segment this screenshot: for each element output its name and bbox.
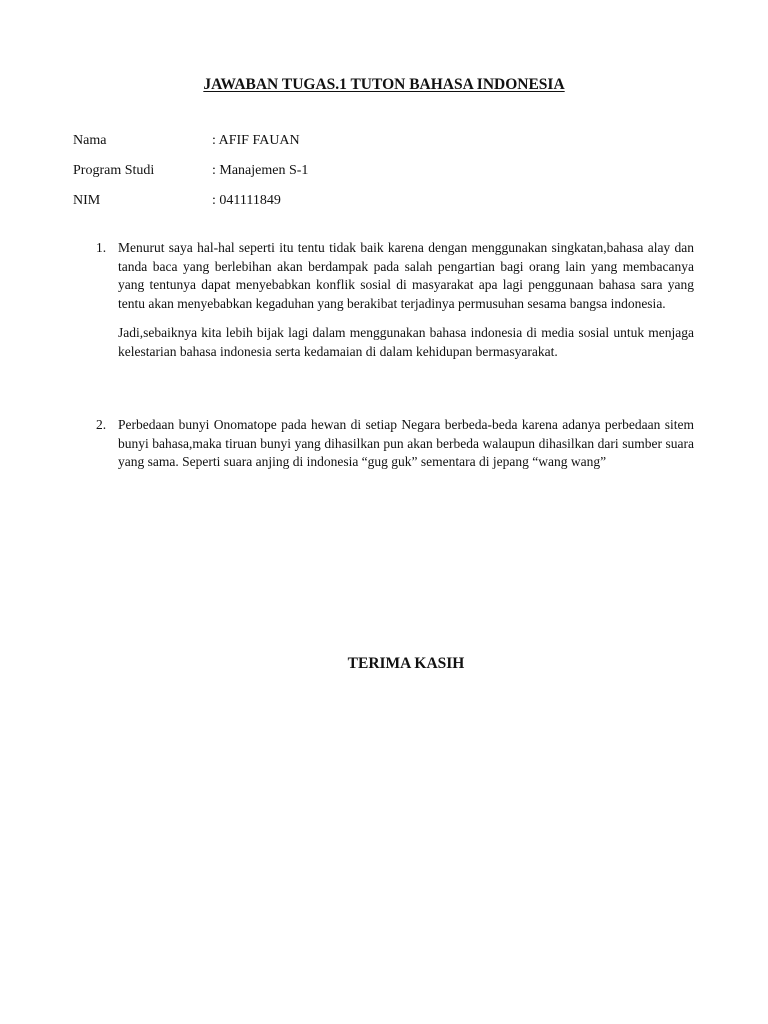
info-row-nama bbox=[73, 131, 308, 161]
info-value: : 041111849 bbox=[212, 193, 281, 208]
answer-body bbox=[118, 416, 694, 472]
answer-item-1 bbox=[96, 239, 694, 361]
info-label: NIM bbox=[73, 193, 101, 208]
info-value: : AFIF FAUAN bbox=[212, 133, 300, 148]
answer-paragraph: Jadi,sebaiknya kita lebih bijak lagi dalam menggunakan bahasa indonesia di media sosial untuk menjaga kelestarian bahasa indonesia serta kedamaian di dalam kehidupan bermasyarakat. bbox=[118, 325, 694, 359]
answer-paragraph: Menurut saya hal-hal seperti itu tentu tidak baik karena dengan menggunakan singkatan,bahasa alay dan tanda baca yang berlebihan akan berdampak pada salah pengartian bagi orang lain yang membacanya yang tentunya dapat menyebabkan konflik sosial di masyarakat apa lagi penggunaan bahasa sara yang tentu akan menyebabkan kegaduhan yang berakibat terjadinya permusuhan sesama bangsa indonesia. bbox=[118, 240, 694, 311]
document-title: JAWABAN TUGAS.1 TUTON BAHASA INDONESIA bbox=[203, 76, 565, 93]
answer-body bbox=[118, 239, 694, 361]
info-value: : Manajemen S-1 bbox=[212, 163, 309, 178]
answer-item-2 bbox=[96, 416, 694, 472]
list-number: 1. bbox=[96, 240, 107, 255]
info-row-nim bbox=[73, 191, 308, 221]
student-info bbox=[73, 131, 308, 221]
info-label: Nama bbox=[73, 133, 107, 148]
info-row-program-studi bbox=[73, 161, 308, 191]
answer-paragraph: Perbedaan bunyi Onomatope pada hewan di setiap Negara berbeda-beda karena adanya perbedaan sitem bunyi bahasa,maka tiruan bunyi yang dihasilkan pun akan berbeda walaupun dihasilkan dari sumber suara yang sama. Seperti suara anjing di indonesia “gug guk” sementara di jepang “wang wang” bbox=[118, 417, 694, 469]
info-label: Program Studi bbox=[73, 163, 155, 178]
closing-text: TERIMA KASIH bbox=[347, 655, 465, 672]
list-number: 2. bbox=[96, 417, 107, 432]
